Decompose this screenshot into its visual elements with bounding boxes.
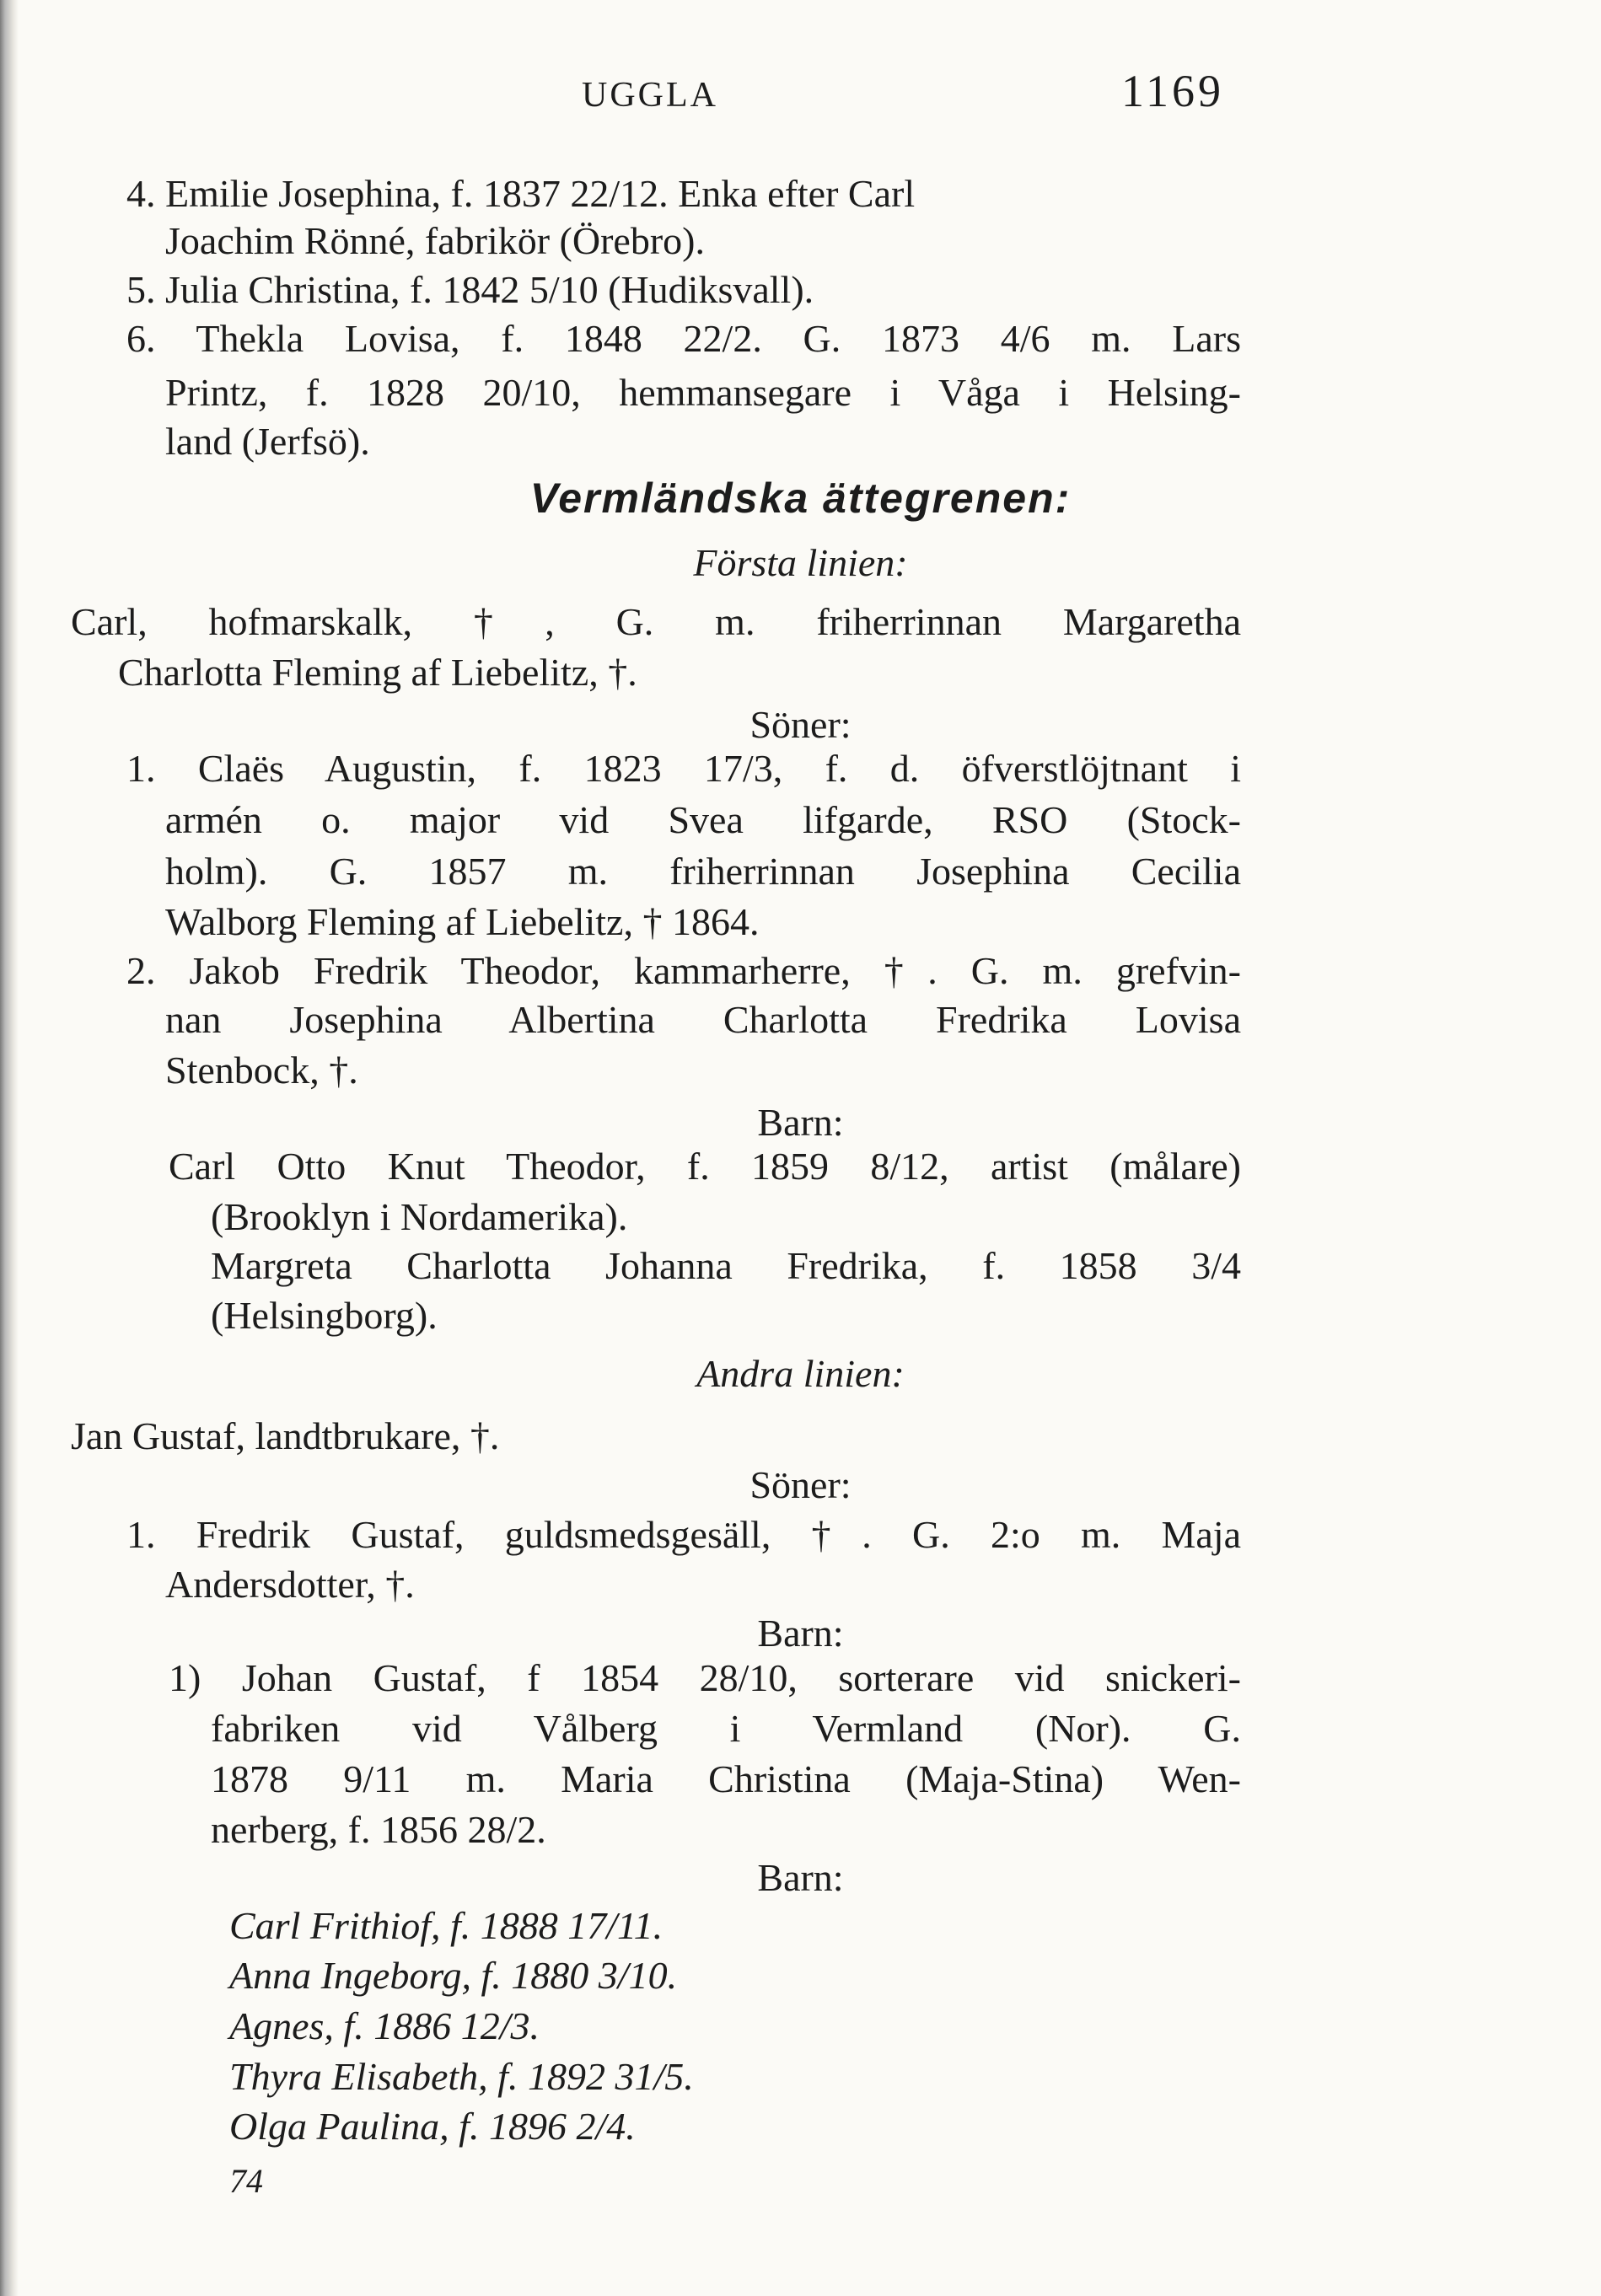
text-line: armén o. major vid Svea lifgarde, RSO (Stock- xyxy=(165,798,1241,841)
text-line: 6. Thekla Lovisa, f. 1848 22/2. G. 1873 4/6 m. Lars xyxy=(126,317,1241,360)
text-line: holm). G. 1857 m. friherrinnan Josephina Cecilia xyxy=(165,850,1241,893)
subheading: Barn: xyxy=(757,1856,844,1899)
page-number: 1169 xyxy=(1121,66,1224,116)
signature-mark: 74 xyxy=(229,2162,263,2200)
text-line: 1878 9/11 m. Maria Christina (Maja-Stina) Wen- xyxy=(211,1757,1241,1800)
text-line: Walborg Fleming af Liebelitz, † 1864. xyxy=(165,900,760,943)
text-line: 2. Jakob Fredrik Theodor, kammarherre, †. G. m. grefvin- xyxy=(126,949,1241,992)
text-line: fabriken vid Vålberg i Vermland (Nor). G. xyxy=(211,1707,1241,1750)
text-line: Andersdotter, †. xyxy=(165,1563,415,1606)
text-line: Charlotta Fleming af Liebelitz, †. xyxy=(118,651,637,694)
text-line: (Brooklyn i Nordamerika). xyxy=(211,1195,628,1238)
text-line: 1. Fredrik Gustaf, guldsmedsgesäll, †. G. 2:o m. Maja xyxy=(126,1513,1241,1556)
subsection-heading: Andra linien: xyxy=(696,1352,905,1395)
text-line: Carl, hofmarskalk, †, G. m. friherrinnan Margaretha xyxy=(71,600,1241,643)
text-line: nan Josephina Albertina Charlotta Fredrika Lovisa xyxy=(165,998,1241,1041)
subheading: Barn: xyxy=(757,1101,844,1144)
text-line: Anna Ingeborg, f. 1880 3/10. xyxy=(229,1954,678,1997)
text-line: Agnes, f. 1886 12/3. xyxy=(229,2004,540,2047)
text-line: land (Jerfsö). xyxy=(165,420,370,463)
text-line: 4. Emilie Josephina, f. 1837 22/12. Enka efter Carl xyxy=(126,172,916,215)
text-line: Carl Otto Knut Theodor, f. 1859 8/12, artist (målare) xyxy=(169,1145,1241,1188)
text-line: 5. Julia Christina, f. 1842 5/10 (Hudiksvall). xyxy=(126,268,814,311)
running-title: UGGLA xyxy=(582,76,718,115)
text-line: Jan Gustaf, landtbrukare, †. xyxy=(71,1414,500,1457)
text-line: 1. Claës Augustin, f. 1823 17/3, f. d. öfverstlöjtnant i xyxy=(126,747,1241,790)
subsection-heading: Första linien: xyxy=(693,541,908,584)
text-line: Olga Paulina, f. 1896 2/4. xyxy=(229,2105,636,2148)
text-line: Printz, f. 1828 20/10, hemmansegare i Våga i Helsing- xyxy=(165,371,1241,414)
section-heading: Vermländska ättegrenen: xyxy=(529,475,1072,522)
text-line: nerberg, f. 1856 28/2. xyxy=(211,1808,546,1851)
text-line: Thyra Elisabeth, f. 1892 31/5. xyxy=(229,2055,694,2098)
text-line: (Helsingborg). xyxy=(211,1294,438,1337)
text-line: 1) Johan Gustaf, f 1854 28/10, sorterare vid snickeri- xyxy=(169,1656,1241,1699)
text-line: Carl Frithiof, f. 1888 17/11. xyxy=(229,1904,664,1947)
subheading: Barn: xyxy=(757,1612,844,1655)
subheading: Söner: xyxy=(749,703,852,746)
text-line: Stenbock, †. xyxy=(165,1049,358,1092)
book-binding-shadow xyxy=(0,0,19,2296)
subheading: Söner: xyxy=(749,1463,852,1506)
text-line: Joachim Rönné, fabrikör (Örebro). xyxy=(165,219,705,262)
text-line: Margreta Charlotta Johanna Fredrika, f. 1858 3/4 xyxy=(211,1244,1241,1287)
